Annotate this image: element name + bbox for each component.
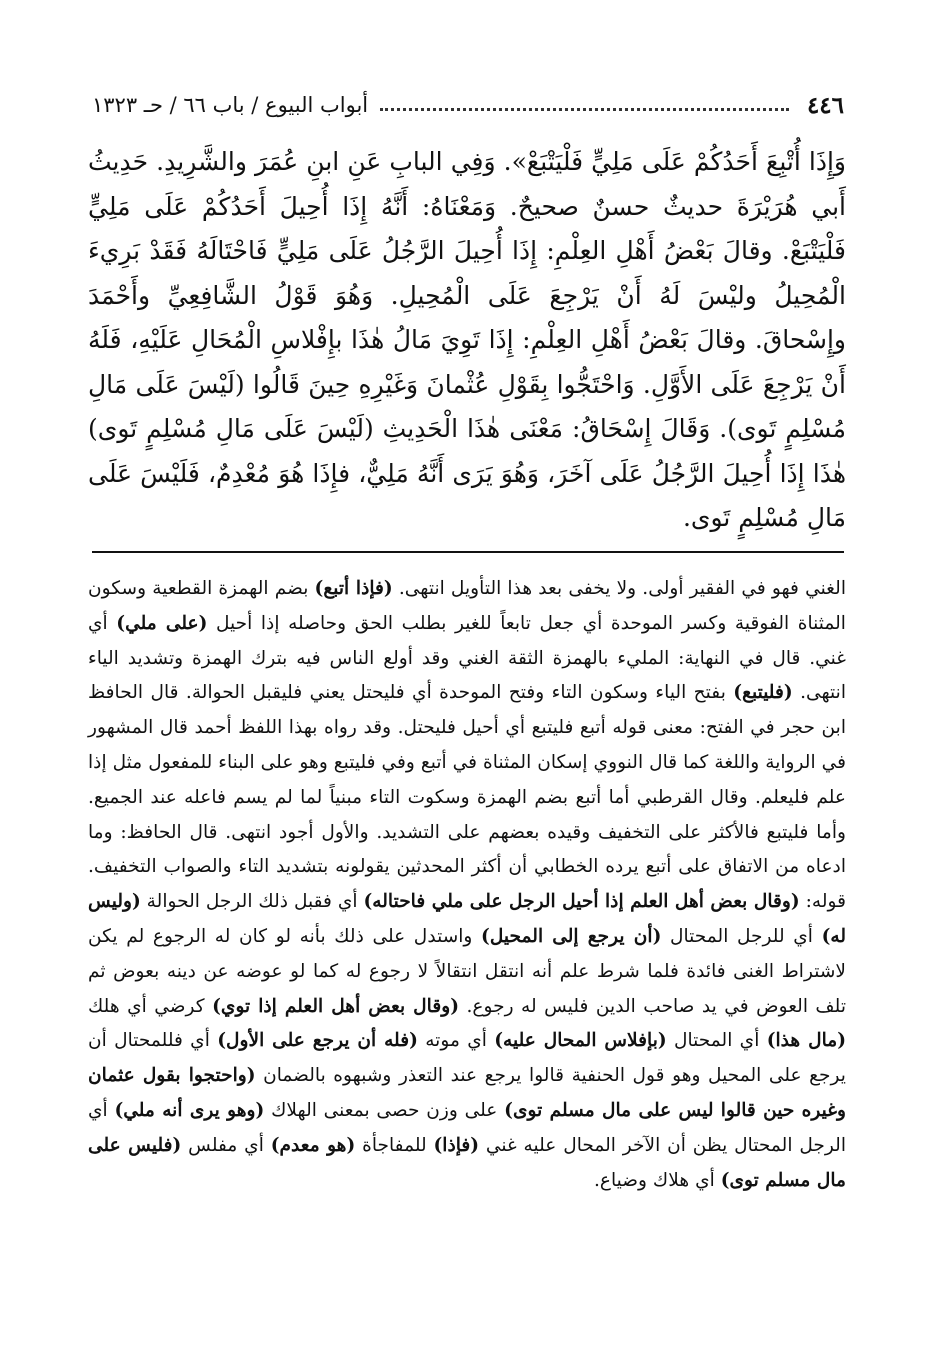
hadith-paragraph: وَإِذَا أُتْبِعَ أَحَدُكُمْ عَلَى مَلِيٍّ فَلْيَتْبَعْ». وَفِي البابِ عَنِ ابنِ عُمَرَ والشَّرِيدِ. حَدِيثُ أَبي هُرَيْرَةَ حديثٌ حسنٌ صحيحٌ. وَمَعْنَاهُ: أَنَّهُ إِذَا أُحِيلَ أَحَدُكُمْ عَلَى مَلِيٍّ فَلْيَتْبَعْ. وقالَ بَعْضُ أَهْلِ العِلْمِ: إِذَا أُحِيلَ الرَّجُلُ عَلَى مَلِيٍّ فَاحْتَالَهُ فَقَدْ بَرِيءَ الْمُحِيلُ وليْسَ لَهُ أَنْ يَرْجِعَ عَلَى الْمُحِيلِ. وَهُوَ قَوْلُ الشَّافِعِيِّ وأَحْمَدَ وإِسْحاقَ. وقالَ بَعْضُ أَهْلِ العِلْمِ: إِذَا تَوِيَ مَالُ هٰذَا بإِفْلاسِ الْمُحَالِ عَلَيْهِ، فَلَهُ أَنْ يَرْجِعَ عَلَى الأَوَّلِ. وَاحْتَجُّوا بِقَوْلِ عُثْمانَ وَغَيْرِهِ حِينَ قَالُوا (لَيْسَ عَلَى مَالِ مُسْلِمٍ تَوى). وَقَالَ إِسْحَاقُ: مَعْنَى هٰذَا الْحَدِيثِ (لَيْسَ عَلَى مَالِ مُسْلِمٍ تَوى) هٰذَا إِذَا أُحِيلَ الرَّجُلُ عَلَى آخَرَ، وَهُوَ يَرَى أَنَّهُ مَلِيٌّ، فإِذَا هُوَ مُعْدِمٌ، فَلَيْسَ عَلَى مَالِ مُسْلِمٍ تَوى. bbox=[88, 147, 846, 532]
commentary-text: أي مفلس bbox=[181, 1134, 271, 1156]
commentary-lemma: (فله أن يرجع على الأول) bbox=[217, 1030, 418, 1052]
commentary-text: أي هلاك وضياع. bbox=[593, 1169, 721, 1191]
commentary-paragraph bbox=[88, 572, 846, 1198]
commentary-block bbox=[88, 572, 846, 1198]
commentary-text: أي موته bbox=[417, 1030, 495, 1052]
commentary-text: أي فللمحتال أن يرجع على المحيل وهو قول الحنفية قالوا يرجع عند التعذر وشبهوه بالضمان bbox=[88, 1030, 846, 1087]
commentary-text: واستدل على ذلك بأنه لو كان له الرجوع لم يكن لاشتراط الغنى فائدة فلما شرط علم أنه انتقل انتقالاً لا رجوع له كما لو عوضه عن دينه بعوض ثم تلف العوض في يد صاحب الدين فليس له رجوع. bbox=[88, 925, 847, 1017]
footnote-separator bbox=[92, 551, 844, 553]
commentary-text: الغني فهو في الفقير أولى. ولا يخفى بعد هذا التأويل انتهى. bbox=[392, 578, 846, 599]
commentary-lemma: (فليتبع) bbox=[733, 682, 793, 704]
commentary-text: بفتح الياء وسكون التاء وفتح الموحدة أي فليحتل يعني فليقبل الحوالة. قال الحافظ ابن حجر في الفتح: معنى قوله أتبع فليتبع أي أحيل فليحتل. وقد رواه بهذا اللفظ أحمد قال المشهور في الرواية واللغة كما قال النووي إسكان المثناة في أتبع وفي فليتبع وهو على البناء للمفعول مثل إذا علم فليعلم. وقال القرطبي أما أتبع بضم الهمزة وسكوت التاء مبنياً لما لم يسم فاعله عند الجميع. وأما فليتبع فالأكثر على التخفيف وقيده بعضهم على التشديد. والأول أجود انتهى. قال الحافظ: وما ادعاه من الاتفاق على أتبع يرده الخطابي أن أكثر المحدثين يقولونه بتشديد التاء والصواب التخفيف. قوله: bbox=[88, 682, 846, 913]
commentary-lemma: (فإذا أتبع) bbox=[314, 578, 393, 599]
commentary-lemma: (وهو يرى أنه ملي) bbox=[114, 1099, 265, 1121]
commentary-text: أي غني. قال في النهاية: المليء بالهمزة الثقة الغني وقد أولع الناس فيه بترك الهمزة وتشديد الياء انتهى. bbox=[88, 612, 846, 704]
running-title: أبواب البيوع / باب ٦٦ / حـ ١٣٢٣ bbox=[92, 93, 369, 117]
commentary-text: على وزن حصى بمعنى الهلاك bbox=[264, 1099, 505, 1121]
commentary-lemma: (فليس على مال مسلم توى) bbox=[88, 1134, 846, 1191]
commentary-lemma: (فإذا) bbox=[433, 1134, 480, 1156]
commentary-lemma: (أن يرجع إلى المحيل) bbox=[481, 925, 662, 947]
commentary-lemma: (هو معدم) bbox=[270, 1134, 356, 1156]
commentary-text: أي فقبل ذلك الرجل الحوالة bbox=[140, 891, 364, 913]
page-number: ٤٤٦ bbox=[806, 91, 844, 119]
commentary-text: بضم الهمزة القطعية وسكون المثناة الفوقية وكسر الموحدة أي جعل تابعاً للغير بطلب الحق وحاصله إذا أحيل bbox=[88, 578, 846, 634]
commentary-lemma: (على ملي) bbox=[116, 612, 208, 634]
commentary-lemma: (وقال بعض أهل العلم إذا أحيل الرجل على ملي فاحتاله) bbox=[363, 891, 800, 913]
commentary-lemma: (واحتجوا بقول عثمان وغيره حين قالوا ليس على مال مسلم توى) bbox=[88, 1065, 846, 1121]
commentary-lemma: (وقال بعض أهل العلم إذا توي) bbox=[212, 995, 460, 1017]
commentary-lemma: (مال هذا) bbox=[766, 1030, 847, 1052]
hadith-text-block bbox=[88, 140, 846, 541]
commentary-text: أي للرجل المحتال bbox=[661, 925, 822, 947]
header-dotted-leader bbox=[380, 108, 789, 111]
commentary-lemma: (وليس له) bbox=[88, 891, 847, 947]
page-header bbox=[92, 88, 844, 122]
commentary-text: أي الرجل المحتال يظن أن الآخر المحال عليه غني bbox=[88, 1099, 846, 1156]
commentary-text: أي المحتال bbox=[666, 1030, 767, 1052]
commentary-text: للمفاجأة bbox=[355, 1134, 434, 1156]
commentary-text: كرضي أي هلك bbox=[88, 995, 213, 1017]
commentary-lemma: (بإفلاس المحال عليه) bbox=[494, 1030, 667, 1052]
